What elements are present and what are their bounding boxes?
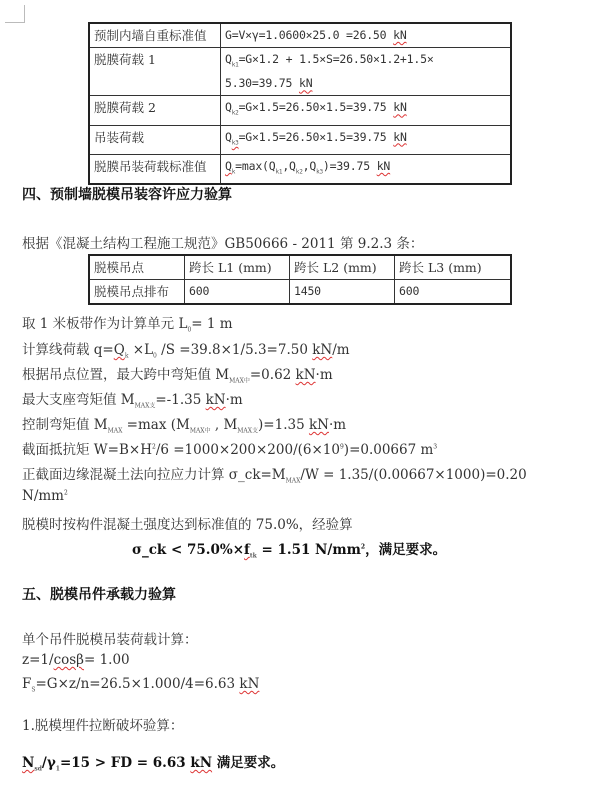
section-5-conclusion: $N_{sd}/\gamma_1=15$ > FD = 6.63 kN 满足要求。 bbox=[22, 755, 285, 773]
embed-check-heading: 1.脱模埋件拉断破坏验算： bbox=[22, 718, 184, 734]
section-4-conclusion: σ_ck < $75.0\%\times f_{tk} = 1.51$ $N/mm^2$，满足要求。 bbox=[132, 542, 447, 560]
row-cell: 600 bbox=[395, 280, 512, 305]
row-cell: 1450 bbox=[290, 280, 395, 305]
row-label: 预制内墙自重标准值 bbox=[89, 23, 221, 48]
strength-line: 脱模时按构件混凝土强度达到标准值的 75.0%，经验算 bbox=[22, 517, 353, 533]
header-cell: 跨长 L2 (mm) bbox=[290, 255, 395, 280]
header-cell: 脱模吊点 bbox=[89, 255, 185, 280]
table-row bbox=[89, 125, 511, 154]
max-support-moment-line: 最大支座弯矩值 $M_{MAX支}=-1.35$ kN·m bbox=[22, 392, 243, 410]
row-cell: 600 bbox=[185, 280, 290, 305]
control-moment-line: 控制弯矩值 $M_{MAX} =\max$ ($M_{MAX中}$ , $M_{MAX支})=1.35$ kN·m bbox=[22, 417, 347, 435]
row-formula: G=V×γ=1.0600×25.0 =26.50 kN bbox=[221, 23, 512, 48]
row-label: 吊装荷载 bbox=[89, 125, 221, 154]
row-label: 脱膜吊装荷载标准值 bbox=[89, 154, 221, 184]
row-cell: 脱模吊点排布 bbox=[89, 280, 185, 305]
section-modulus-line: 截面抵抗矩 $W=B\times H^2/6 =1000\times 200\times 200/(6\times 10^9)=0.00667$ $m^3$ bbox=[22, 442, 438, 458]
single-lift-line: 单个吊件脱模吊装荷载计算： bbox=[22, 632, 198, 648]
section-4-heading: 四、预制墙脱模吊装容许应力验算 bbox=[22, 187, 232, 203]
header-cell: 跨长 L1 (mm) bbox=[185, 255, 290, 280]
header-cell: 跨长 L3 (mm) bbox=[395, 255, 512, 280]
tensile-stress-line: 正截面边缘混凝土法向拉应力计算 $\sigma\_ck=M_{MAX}/W = 1.35/(0.00667\times 1000)=0.20$ bbox=[22, 467, 527, 485]
table-row bbox=[89, 48, 511, 96]
table-header-row bbox=[89, 255, 511, 280]
table-row bbox=[89, 23, 511, 48]
section-5-heading: 五、脱模吊件承载力验算 bbox=[22, 587, 176, 603]
row-formula: $Q_k=\max(Q_{k1},Q_{k2},Q_{k3})=39.75$ kN bbox=[221, 154, 512, 184]
reference-line: 根据《混凝土结构工程施工规范》GB50666 - 2011 第 9.2.3 条： bbox=[22, 236, 424, 252]
lifting-point-table bbox=[88, 254, 512, 305]
page-crop-mark bbox=[5, 5, 25, 23]
row-formula: $Q_{k3}=G\times 1.5=26.50\times 1.5=39.75$ kN bbox=[221, 125, 512, 154]
max-span-moment-line: 根据吊点位置，最大跨中弯矩值 $M_{MAX中}=0.62$ kN·m bbox=[22, 367, 333, 385]
row-label: 脱膜荷载 2 bbox=[89, 96, 221, 125]
z-factor-line: z=1/cosβ= 1.00 bbox=[22, 652, 130, 668]
load-table bbox=[88, 22, 512, 185]
line-load-line: 计算线荷载 $q=Q_k \times L_0$ /S =39.8×1/5.3=7.50 kN/m bbox=[22, 342, 350, 360]
calc-unit-line: 取 1 米板带作为计算单元 $L_0= 1$ m bbox=[22, 316, 233, 334]
force-line: $F_S=G\times z/n=26.5\times 1.000/4=6.63$ kN bbox=[22, 676, 260, 694]
row-formula: $Q_{k1}=G\times 1.2 + 1.5\times S=26.50\times 1.2+1.5\times$ 5.30=39.75 kN bbox=[221, 48, 512, 96]
tensile-stress-unit-line: $N/mm^2$ bbox=[22, 488, 68, 504]
table-row bbox=[89, 154, 511, 184]
table-row bbox=[89, 280, 511, 305]
row-label: 脱膜荷载 1 bbox=[89, 48, 221, 96]
table-row bbox=[89, 96, 511, 125]
row-formula: $Q_{k2}=G\times 1.5=26.50\times 1.5=39.75$ kN bbox=[221, 96, 512, 125]
